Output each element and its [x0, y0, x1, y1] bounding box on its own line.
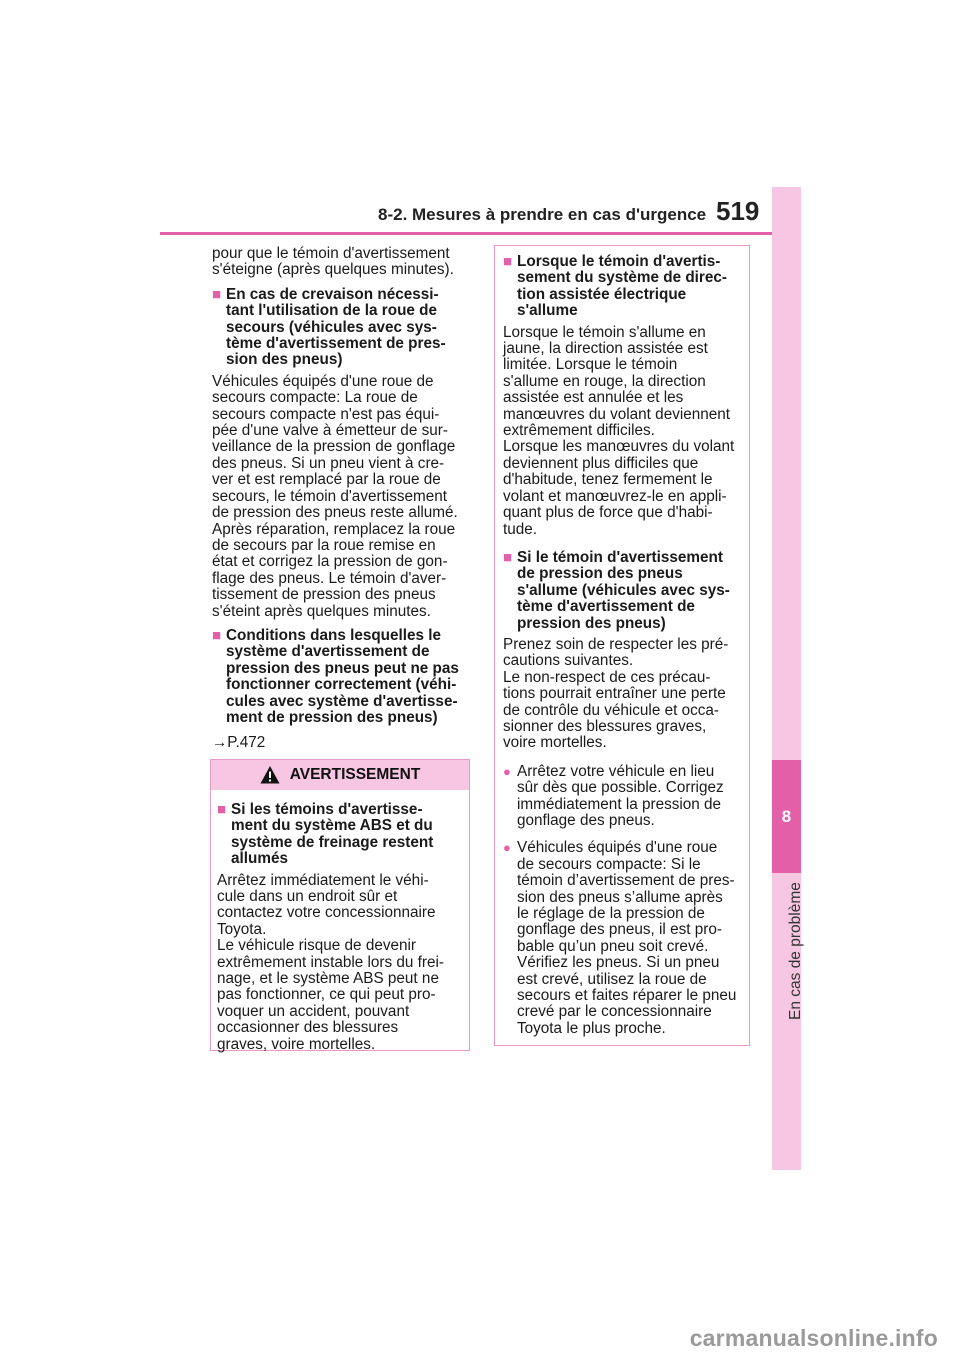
- text-line: ment du système ABS et du: [231, 817, 433, 835]
- chapter-number-box: [772, 760, 801, 873]
- text-line: volant et manœuvrez-le en appli-: [503, 487, 727, 505]
- warning-title: AVERTISSEMENT: [289, 765, 421, 783]
- text-line: le réglage de la pression de: [517, 905, 705, 923]
- text-line: manœuvres du volant deviennent: [503, 405, 731, 423]
- body-paragraph: [503, 637, 741, 752]
- text-line: secours, le témoin d'avertissement: [212, 487, 448, 505]
- text-line: Lorsque le témoin s'allume en: [503, 323, 706, 341]
- square-bullet-icon: ■: [503, 253, 513, 270]
- text-line: s'éteigne (après quelques minutes).: [212, 261, 454, 279]
- heading-text: [226, 287, 474, 369]
- text-line: de secours par la roue remise en: [212, 536, 436, 554]
- text-line: crevé par le concessionnaire: [517, 1003, 712, 1021]
- text-line: pression des pneus): [517, 614, 666, 632]
- text-line: pression des pneus peut ne pas: [226, 659, 459, 677]
- text-line: tème d'avertissement de: [517, 598, 695, 616]
- warning-box: [210, 759, 470, 1051]
- text-line: veillance de la pression de gonflage: [212, 438, 456, 456]
- text-line: assistée est annulée et les: [503, 389, 684, 407]
- square-bullet-icon: ■: [503, 548, 513, 566]
- text-line: Conditions dans lesquelles le: [226, 626, 442, 644]
- text-line: témoin d’avertissement de pres-: [517, 872, 735, 890]
- text-line: Le véhicule risque de devenir: [217, 937, 416, 955]
- square-bullet-icon: ■: [212, 285, 222, 303]
- heading-text: [517, 550, 741, 632]
- text-line: jaune, la direction assistée est: [503, 340, 708, 358]
- right-column-box: [494, 245, 750, 1046]
- text-line: extrêmement difficiles.: [503, 422, 655, 440]
- text-line: Lorsque les manœuvres du volant: [503, 438, 735, 456]
- intro-text: [212, 246, 474, 279]
- text-line: voire mortelles.: [503, 734, 607, 752]
- section-heading: [212, 628, 474, 726]
- heading-text: [231, 802, 463, 868]
- section-heading: [503, 254, 741, 320]
- text-line: quant plus de force que d'habi-: [503, 504, 713, 522]
- text-line: bable qu’un pneu soit crevé.: [517, 937, 709, 955]
- page-reference: →P.472: [212, 734, 266, 752]
- text-line: s'allume: [517, 302, 578, 320]
- section-title: 8-2. Mesures à prendre en cas d'urgence: [378, 205, 707, 224]
- text-line: sion des pneus): [226, 351, 343, 369]
- text-line: secours et faites réparer le pneu: [517, 987, 737, 1005]
- text-line: Lorsque le témoin d'avertis-: [517, 253, 721, 270]
- text-line: est crevé, utilisez la roue de: [517, 970, 707, 988]
- text-line: tion assistée électrique: [517, 285, 687, 303]
- text-line: de secours compacte: Si le: [517, 855, 701, 873]
- text-line: ment de pression des pneus): [226, 708, 438, 726]
- text-line: fonctionner correctement (véhi-: [226, 676, 457, 694]
- text-line: flage des pneus. Le témoin d'aver-: [212, 569, 447, 587]
- square-bullet-icon: ■: [212, 626, 222, 644]
- text-line: pour que le témoin d'avertissement: [212, 245, 450, 262]
- text-line: s'éteint après quelques minutes.: [212, 602, 431, 620]
- list-item: [503, 840, 741, 1037]
- section-heading: [212, 287, 474, 369]
- text-line: tude.: [503, 520, 538, 538]
- text-line: graves, voire mortelles.: [217, 1035, 376, 1053]
- text-line: gonflage des pneus, il est pro-: [517, 921, 722, 939]
- text-line: tions pourrait entraîner une perte: [503, 685, 726, 703]
- list-item-text: [517, 764, 741, 830]
- text-line: Vérifiez les pneus. Si un pneu: [517, 954, 720, 972]
- text-line: Arrêtez immédiatement le véhi-: [217, 871, 429, 889]
- warning-header: [211, 760, 469, 790]
- text-line: d'habitude, tenez fermement le: [503, 471, 713, 489]
- text-line: voquer un accident, pouvant: [217, 1002, 410, 1020]
- text-line: allumés: [231, 850, 288, 868]
- text-line: de contrôle du véhicule et occa-: [503, 701, 719, 719]
- text-line: extrêmement instable lors du frei-: [217, 953, 444, 971]
- text-line: cule dans un endroit sûr et: [217, 888, 398, 906]
- text-line: sûr dès que possible. Corrigez: [517, 779, 724, 797]
- text-line: Toyota.: [217, 920, 267, 938]
- text-line: s'allume (véhicules avec sys-: [517, 581, 730, 599]
- text-line: Prenez soin de respecter les pré-: [503, 635, 729, 653]
- side-tab: [772, 187, 801, 1170]
- text-line: ver et est remplacé par la roue de: [212, 471, 441, 489]
- heading-text: [226, 628, 474, 726]
- text-line: deviennent plus difficiles que: [503, 454, 699, 472]
- text-line: nage, et le système ABS peut ne: [217, 970, 439, 988]
- text-line: secours compacte: La roue de: [212, 389, 418, 407]
- text-line: sionner des blessures graves,: [503, 717, 707, 735]
- text-line: état et corrigez la pression de gon-: [212, 553, 448, 571]
- text-line: système de freinage restent: [231, 833, 434, 851]
- text-line: Si les témoins d'avertisse-: [231, 801, 423, 818]
- heading-text: [517, 254, 741, 320]
- warning-triangle-icon: [260, 765, 280, 785]
- left-column: [212, 246, 474, 752]
- circle-bullet-icon: ●: [503, 763, 511, 779]
- list-item: [503, 764, 741, 830]
- chapter-number: 8: [781, 806, 792, 826]
- text-line: immédiatement la pression de: [517, 795, 722, 813]
- text-line: cautions suivantes.: [503, 652, 634, 670]
- warning-text: [217, 873, 463, 1053]
- text-line: tant l'utilisation de la roue de: [226, 302, 438, 320]
- text-line: tème d'avertissement de pres-: [226, 335, 446, 353]
- square-bullet-icon: ■: [217, 801, 227, 818]
- text-line: Si le témoin d'avertissement: [517, 548, 723, 566]
- page-number: 519: [716, 196, 760, 226]
- header-rule: [160, 232, 772, 235]
- text-line: limitée. Lorsque le témoin: [503, 356, 678, 374]
- section-heading: [503, 550, 741, 632]
- text-line: Arrêtez votre véhicule en lieu: [517, 762, 715, 780]
- text-line: de pression des pneus reste allumé.: [212, 504, 458, 522]
- text-line: occasionner des blessures: [217, 1019, 399, 1037]
- text-line: Véhicules équipés d'une roue: [517, 839, 718, 857]
- text-line: gonflage des pneus.: [517, 812, 655, 829]
- list-item-text: [517, 840, 741, 1037]
- watermark: carmanualsonline.info: [689, 1325, 938, 1351]
- text-line: de pression des pneus: [517, 565, 683, 583]
- text-line: Toyota le plus proche.: [517, 1019, 666, 1037]
- text-line: s'allume en rouge, la direction: [503, 372, 706, 390]
- text-line: secours (véhicules avec sys-: [226, 318, 437, 336]
- warning-heading: [217, 802, 463, 868]
- text-line: sement du système de direc-: [517, 269, 727, 287]
- text-line: contactez votre concessionnaire: [217, 904, 436, 922]
- circle-bullet-icon: ●: [503, 840, 511, 856]
- text-line: Après réparation, remplacez la roue: [212, 520, 456, 538]
- text-line: cules avec système d'avertisse-: [226, 692, 458, 710]
- text-line: pée d'une valve à émetteur de sur-: [212, 422, 448, 440]
- text-line: En cas de crevaison nécessi-: [226, 285, 439, 303]
- body-paragraph: [212, 374, 474, 620]
- text-line: tissement de pression des pneus: [212, 586, 436, 604]
- text-line: sion des pneus s’allume après: [517, 888, 723, 906]
- chapter-label: En cas de problème: [787, 882, 804, 1020]
- text-line: pas fonctionner, ce qui peut pro-: [217, 986, 436, 1004]
- text-line: des pneus. Si un pneu vient à cre-: [212, 454, 445, 472]
- text-line: Véhicules équipés d'une roue de: [212, 372, 434, 390]
- text-line: secours compacte n'est pas équi-: [212, 405, 440, 423]
- body-paragraph: [503, 325, 741, 538]
- text-line: Le non-respect de ces précau-: [503, 668, 711, 686]
- text-line: système d'avertissement de: [226, 643, 430, 661]
